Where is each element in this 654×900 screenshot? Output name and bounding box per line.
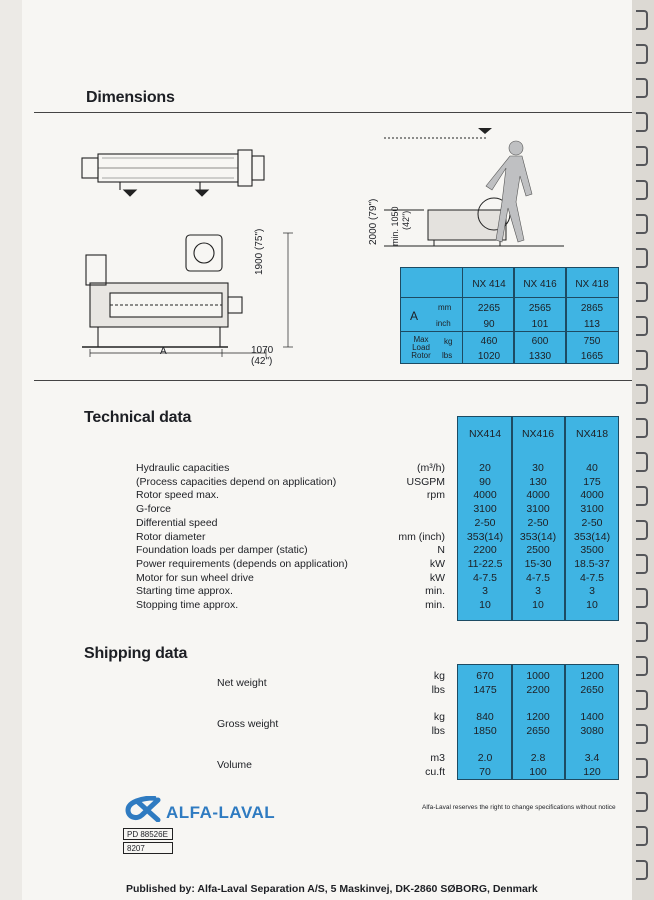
tech-row-label: Rotor speed max. xyxy=(136,489,219,502)
disclaimer-note: Alfa-Laval reserves the right to change specifications without notice xyxy=(422,804,616,811)
tech-row-label: Differential speed xyxy=(136,516,218,529)
binding-ring xyxy=(636,418,648,438)
tech-value-NX416: 15-30 xyxy=(524,557,552,570)
dim-load-414-kg: 460 xyxy=(480,336,498,347)
shipping-value: 2.0 xyxy=(477,752,493,764)
dim-a-418-mm: 2865 xyxy=(580,303,604,314)
dim-a-416-inch: 101 xyxy=(531,319,549,330)
dim-model-418: NX 418 xyxy=(575,279,609,290)
shipping-unit: cu.ft xyxy=(425,765,445,778)
binding-ring xyxy=(636,588,648,608)
tech-model-414: NX414 xyxy=(468,428,502,440)
tech-value-NX418: 2-50 xyxy=(581,516,603,529)
tech-row-unit: USGPM xyxy=(406,475,445,488)
decanter-top-view-drawing xyxy=(80,138,270,208)
binding-ring xyxy=(636,214,648,234)
dim-min1050-inch-label: (42") xyxy=(401,210,411,230)
dim-load-unit-kg: kg xyxy=(444,337,453,346)
tech-value-NX418: 4000 xyxy=(580,489,604,502)
tech-value-NX414: 11-22.5 xyxy=(467,557,503,570)
dim-load-unit-lbs: lbs xyxy=(442,351,453,360)
shipping-unit: m3 xyxy=(430,752,445,764)
tech-row-label: Motor for sun wheel drive xyxy=(136,571,254,584)
binding-ring xyxy=(636,724,648,744)
dim-a-414-inch: 90 xyxy=(483,319,495,330)
dim-model-414: NX 414 xyxy=(472,279,506,290)
tech-value-NX418: 175 xyxy=(583,475,601,488)
dim-load-label-load: Load xyxy=(412,343,430,352)
technical-heading: Technical data xyxy=(84,409,192,426)
binding-ring xyxy=(636,282,648,302)
tech-row-unit: rpm xyxy=(426,489,445,502)
dim-min1050-label: min. 1050 xyxy=(390,206,400,246)
shipping-value: 2650 xyxy=(526,724,550,737)
shipping-value: 3.4 xyxy=(584,752,600,764)
dim-2000-label: 2000 (79") xyxy=(368,198,379,245)
binding-ring xyxy=(636,860,648,880)
binding-ring xyxy=(636,350,648,370)
binding-ring xyxy=(636,622,648,642)
tech-row-label: Rotor diameter xyxy=(136,530,206,543)
tech-value-NX416: 4000 xyxy=(526,489,550,502)
tech-value-NX416: 2-50 xyxy=(527,516,549,529)
alfa-laval-logo-icon xyxy=(124,796,162,822)
dim-load-416-kg: 600 xyxy=(531,336,549,347)
binding-ring xyxy=(636,826,648,846)
tech-value-NX416: 10 xyxy=(532,599,544,611)
shipping-unit: lbs xyxy=(431,683,445,696)
dim-grid-h xyxy=(400,331,619,332)
dim-a-418-inch: 113 xyxy=(584,319,600,330)
shipping-value: 2.8 xyxy=(530,752,546,764)
tech-row-label: G-force xyxy=(136,503,172,516)
brand-name: ALFA-LAVAL xyxy=(166,803,276,822)
binding-ring xyxy=(636,78,648,98)
shipping-unit: kg xyxy=(433,670,445,682)
shipping-group-label: Net weight xyxy=(217,677,267,689)
tech-value-NX414: 10 xyxy=(479,599,491,611)
shipping-value: 3080 xyxy=(580,724,604,737)
shipping-value: 70 xyxy=(479,765,491,778)
tech-value-NX414: 4000 xyxy=(473,489,497,502)
tech-value-NX416: 4-7.5 xyxy=(526,571,550,584)
tech-row-label: Hydraulic capacities xyxy=(136,462,230,474)
dim-load-418-lbs: 1665 xyxy=(580,351,604,362)
tech-value-NX416: 3 xyxy=(535,585,541,598)
tech-value-NX414: 353(14) xyxy=(466,530,504,543)
tech-value-NX414: 90 xyxy=(479,475,491,488)
tech-value-NX418: 353(14) xyxy=(573,530,611,543)
binding-ring xyxy=(636,690,648,710)
section-rule-middle xyxy=(34,380,632,381)
publisher-footer: Published by: Alfa-Laval Separation A/S, 5 Maskinvej, DK-2860 SØBORG, Denmark xyxy=(126,883,538,895)
shipping-value: 1200 xyxy=(526,711,550,723)
dim-a-416-mm: 2565 xyxy=(528,303,552,314)
shipping-value: 120 xyxy=(583,765,601,778)
shipping-group-label: Volume xyxy=(217,759,253,771)
shipping-value: 840 xyxy=(476,711,494,723)
dim-load-label-max: Max xyxy=(413,335,429,344)
binding-ring xyxy=(636,146,648,166)
decanter-side-view-drawing xyxy=(78,225,308,375)
operator-service-clearance-drawing xyxy=(374,118,574,256)
binding-ring xyxy=(636,452,648,472)
dim-a-414-mm: 2265 xyxy=(477,303,501,314)
shipping-unit: lbs xyxy=(431,724,445,737)
dim-model-416: NX 416 xyxy=(523,279,557,290)
tech-value-NX416: 2500 xyxy=(526,544,550,557)
shipping-value: 2200 xyxy=(526,683,550,696)
binding-ring xyxy=(636,792,648,812)
dim-load-418-kg: 750 xyxy=(583,336,601,347)
shipping-value: 100 xyxy=(529,765,547,778)
tech-model-418: NX418 xyxy=(575,428,609,440)
tech-row-label: Starting time approx. xyxy=(136,585,233,598)
dim-a-unit-mm: mm xyxy=(438,303,452,312)
tech-value-NX418: 3100 xyxy=(580,503,604,516)
binding-ring xyxy=(636,384,648,404)
binding-ring xyxy=(636,520,648,540)
binding-ring xyxy=(636,112,648,132)
binding-ring xyxy=(636,758,648,778)
tech-row-unit: (m³/h) xyxy=(417,462,445,474)
tech-model-416: NX416 xyxy=(521,428,555,440)
document-code: PD 88526E xyxy=(123,828,173,840)
dim-grid-h xyxy=(400,297,619,298)
shipping-value: 1200 xyxy=(580,670,604,682)
shipping-value: 1850 xyxy=(473,724,497,737)
binding-ring xyxy=(636,656,648,676)
tech-row-label: Foundation loads per damper (static) xyxy=(136,544,308,557)
binding-ring xyxy=(636,44,648,64)
date-code: 8207 xyxy=(123,842,173,854)
tech-value-NX416: 30 xyxy=(532,462,544,474)
tech-value-NX418: 3500 xyxy=(580,544,604,557)
tech-row-unit: N xyxy=(437,544,445,557)
binding-ring xyxy=(636,316,648,336)
tech-value-NX418: 40 xyxy=(586,462,598,474)
dim-a-row-label: A xyxy=(410,309,419,323)
tech-value-NX414: 3100 xyxy=(473,503,497,516)
dimensions-heading: Dimensions xyxy=(86,89,175,106)
tech-value-NX418: 4-7.5 xyxy=(580,571,604,584)
shipping-value: 1475 xyxy=(473,683,497,696)
shipping-value: 670 xyxy=(476,670,494,682)
shipping-value: 1000 xyxy=(526,670,550,682)
tech-row-unit: min. xyxy=(425,585,445,598)
shipping-heading: Shipping data xyxy=(84,645,188,662)
shipping-value: 1400 xyxy=(580,711,604,723)
tech-value-NX414: 4-7.5 xyxy=(473,571,497,584)
tech-row-label: (Process capacities depend on application) xyxy=(136,475,337,488)
tech-row-label: Stopping time approx. xyxy=(136,599,239,611)
shipping-unit: kg xyxy=(433,711,445,723)
dim-a-unit-inch: inch xyxy=(436,319,451,328)
tech-value-NX418: 10 xyxy=(586,599,598,611)
tech-row-unit: mm (inch) xyxy=(398,530,445,543)
binding-ring xyxy=(636,10,648,30)
spiral-binding xyxy=(632,0,654,900)
tech-row-label: Power requirements (depends on application) xyxy=(136,557,348,570)
binding-ring xyxy=(636,180,648,200)
dim-load-414-lbs: 1020 xyxy=(477,351,501,362)
tech-value-NX414: 2-50 xyxy=(474,516,496,529)
dim-a-label: A xyxy=(160,346,167,357)
tech-value-NX414: 3 xyxy=(482,585,488,598)
tech-value-NX416: 353(14) xyxy=(519,530,557,543)
binding-ring xyxy=(636,554,648,574)
dim-1070-label: 1070 xyxy=(251,345,274,356)
section-rule-top xyxy=(34,112,632,113)
tech-row-unit: kW xyxy=(429,557,445,570)
shipping-value: 2650 xyxy=(580,683,604,696)
tech-value-NX416: 130 xyxy=(529,475,547,488)
tech-row-unit: kW xyxy=(429,571,445,584)
tech-value-NX416: 3100 xyxy=(526,503,550,516)
shipping-group-label: Gross weight xyxy=(217,718,279,730)
dim-load-416-lbs: 1330 xyxy=(528,351,552,362)
tech-value-NX418: 18.5-37 xyxy=(574,557,610,570)
dim-1900-label: 1900 (75") xyxy=(254,228,265,275)
tech-row-unit: min. xyxy=(425,599,445,611)
dim-load-label-rotor: Rotor xyxy=(411,351,431,360)
dim-1070-inch-label: (42") xyxy=(251,356,273,367)
tech-value-NX418: 3 xyxy=(589,585,595,598)
tech-value-NX414: 20 xyxy=(479,462,491,474)
binding-ring xyxy=(636,248,648,268)
tech-value-NX414: 2200 xyxy=(473,544,497,557)
binding-ring xyxy=(636,486,648,506)
